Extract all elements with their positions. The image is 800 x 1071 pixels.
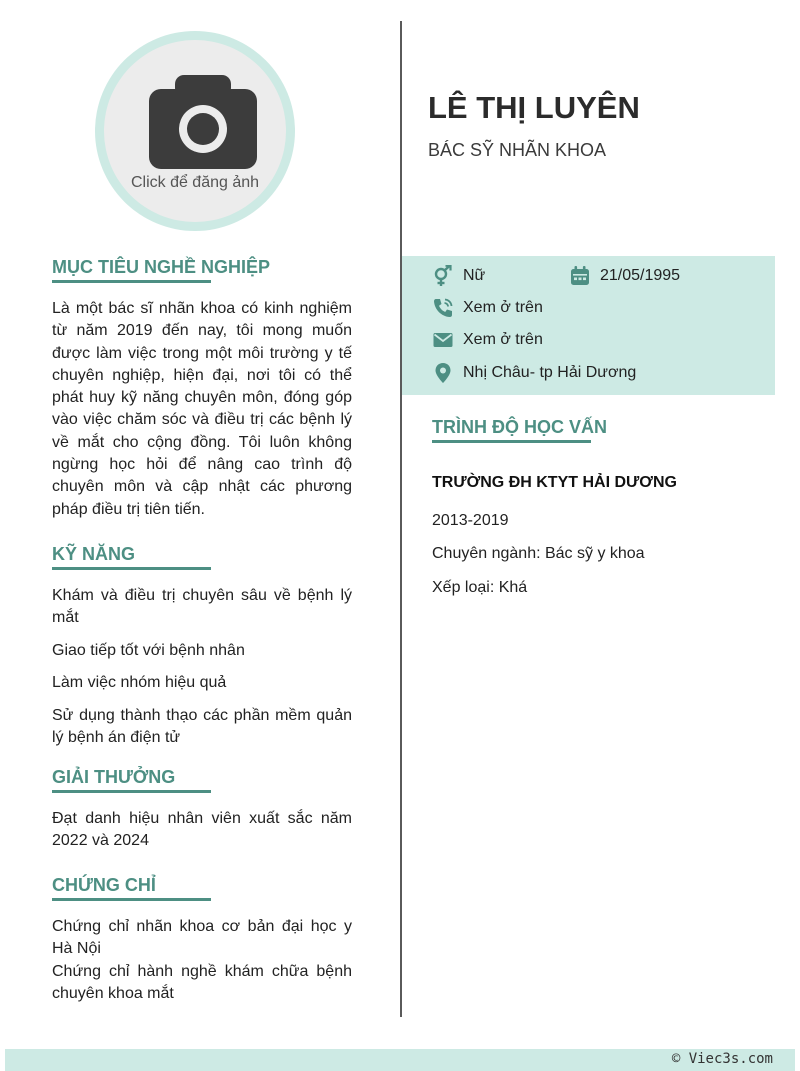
phone-row bbox=[432, 296, 543, 320]
education-rank: Xếp loại: Khá bbox=[432, 579, 528, 596]
gender-row bbox=[432, 264, 485, 288]
footer-bar bbox=[5, 1049, 795, 1071]
address-value: Nhị Châu- tp Hải Dương bbox=[463, 364, 637, 381]
certificates-underline bbox=[52, 898, 211, 901]
address-row bbox=[432, 361, 636, 385]
skills-heading: KỸ NĂNG bbox=[52, 544, 136, 564]
avatar[interactable] bbox=[95, 31, 295, 231]
objective-heading: MỤC TIÊU NGHỀ NGHIỆP bbox=[52, 257, 271, 277]
skill-item: Sử dụng thành thạo các phần mềm quản lý bệnh án điện tử bbox=[52, 707, 352, 747]
column-divider bbox=[400, 21, 402, 1017]
contact-info-box bbox=[402, 256, 775, 395]
email-value: Xem ở trên bbox=[463, 331, 543, 348]
awards-heading: GIẢI THƯỞNG bbox=[52, 767, 176, 787]
birthdate-value: 21/05/1995 bbox=[600, 267, 681, 284]
job-title: BÁC SỸ NHÃN KHOA bbox=[428, 140, 607, 160]
footer-watermark: © Viec3s.com bbox=[671, 1051, 773, 1067]
education-school: TRƯỜNG ĐH KTYT HẢI DƯƠNG bbox=[432, 474, 677, 491]
education-period: 2013-2019 bbox=[432, 512, 509, 529]
camera-icon bbox=[149, 75, 257, 169]
skills-underline bbox=[52, 567, 211, 570]
certificate-item: Chứng chỉ nhãn khoa cơ bản đại học y Hà Nội bbox=[52, 918, 352, 958]
candidate-name: LÊ THỊ LUYÊN bbox=[428, 90, 640, 125]
envelope-icon bbox=[432, 329, 454, 351]
phone-value: Xem ở trên bbox=[463, 299, 543, 316]
awards-text: Đạt danh hiệu nhân viên xuất sắc năm 2022 và 2024 bbox=[52, 810, 352, 850]
certificates-heading: CHỨNG CHỈ bbox=[52, 875, 156, 895]
avatar-placeholder[interactable] bbox=[104, 40, 286, 222]
skill-item: Giao tiếp tốt với bệnh nhân bbox=[52, 642, 245, 659]
education-major: Chuyên ngành: Bác sỹ y khoa bbox=[432, 545, 645, 562]
awards-underline bbox=[52, 790, 211, 793]
gender-value: Nữ bbox=[463, 267, 486, 284]
skill-item: Làm việc nhóm hiệu quả bbox=[52, 674, 227, 691]
calendar-icon bbox=[569, 265, 591, 287]
education-underline bbox=[432, 440, 591, 443]
upload-photo-caption[interactable]: Click để đăng ảnh bbox=[130, 174, 260, 191]
phone-icon bbox=[432, 297, 454, 319]
location-pin-icon bbox=[432, 362, 454, 384]
skill-item: Khám và điều trị chuyên sâu về bệnh lý mắt bbox=[52, 587, 352, 627]
gender-icon bbox=[432, 265, 454, 287]
objective-underline bbox=[52, 280, 211, 283]
education-heading: TRÌNH ĐỘ HỌC VẤN bbox=[432, 417, 607, 437]
objective-text: Là một bác sĩ nhãn khoa có kinh nghiệm từ năm 2019 đến nay, tôi mong muốn được làm việc trong một môi trường y tế chuyên nghiệp, hiện đại, nơi tôi có thể phát huy kỹ năng chuyên môn, đóng góp vào việc chăm sóc và điều trị các bệnh lý về mắt cho cộng đồng. Tôi luôn không ngừng học hỏi để nâng cao trình độ chuyên môn và cập nhật các phương pháp điều trị tiên tiến. bbox=[52, 300, 352, 518]
email-row bbox=[432, 328, 543, 352]
birthdate-row bbox=[569, 264, 680, 288]
certificate-item: Chứng chỉ hành nghề khám chữa bệnh chuyên khoa mắt bbox=[52, 963, 352, 1003]
